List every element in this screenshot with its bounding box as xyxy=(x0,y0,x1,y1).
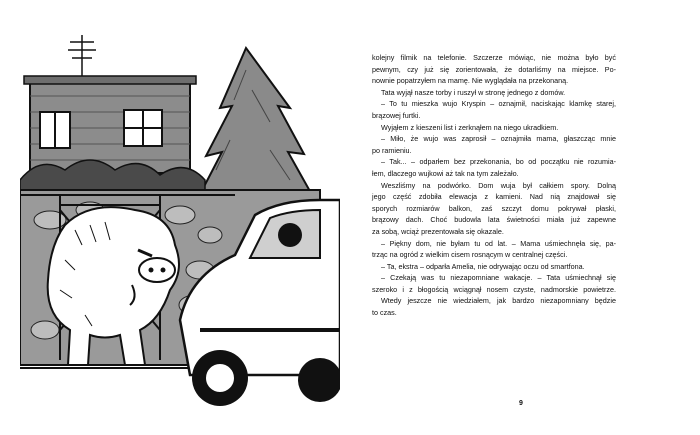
text-line: łem, dlaczego wujkowi aż tak na tym zależało. xyxy=(372,168,519,178)
text-line: brązowy dach. Choć budowla lata świetności miała już zapewne xyxy=(372,215,616,225)
text-line: to czas. xyxy=(372,308,397,318)
text-line: – Ta, ekstra – odparła Amelia, nie odrywając oczu od smartfona. xyxy=(381,261,585,271)
antenna xyxy=(68,35,96,80)
text-line: sporych rozmiarów balkon, zaś szczyt domu pokrywał płaski, xyxy=(372,203,616,213)
text-line: – Miło, że wujo was zaprosił – oznajmiła mama, głaszcząc mnie xyxy=(381,134,616,144)
text-line: Wyjąłem z kieszeni list i zerknąłem na niego ukradkiem. xyxy=(381,122,559,132)
text-column xyxy=(372,52,616,319)
text-line: – Piękny dom, nie byłam tu od lat. – Mama uśmiechnęła się, pa- xyxy=(381,238,616,248)
text-line: jego część zdobiła elewacja z kamieni. Nad nią znajdował się xyxy=(372,192,616,202)
page-number: 9 xyxy=(519,400,523,407)
text-line: – Tak... – odparłem bez przekonania, bo od początku nie rozumia- xyxy=(381,157,616,167)
text-line: pewnym, czy już się zorientowała, że dotarliśmy na miejsce. Po- xyxy=(372,64,616,74)
text-line: kolejny filmik na telefonie. Szczerze mówiąc, nie można było być xyxy=(372,53,616,62)
text-line: po ramieniu. xyxy=(372,145,412,155)
text-line: za sobą, wciąż prezentowała się okazale. xyxy=(372,226,504,236)
house xyxy=(24,76,196,173)
text-line: trząc na ogród z wielkim cisem rosnącym w centralnej części. xyxy=(372,250,568,260)
text-line: brązowej furtki. xyxy=(372,110,421,120)
text-line: – Czekają was tu niezapomniane wakacje. – Tata uśmiechnął się xyxy=(381,273,616,283)
illustration xyxy=(20,30,340,410)
text-line: nownie popatrzyłem na mamę. Nie wyglądała na przekonaną. xyxy=(372,76,569,86)
text-line: Tata wyjął nasze torby i ruszył w stronę jednego z domów. xyxy=(381,87,566,97)
text-line: Weszliśmy na podwórko. Dom wuja był całkiem spory. Dolną xyxy=(381,180,616,190)
text-line: – To tu mieszka wujo Kryspin – oznajmił, naciskając klamkę starej, xyxy=(381,99,616,109)
pine-tree xyxy=(196,48,316,202)
text-line: szeroko i z błogością wciągnął nosem czyste, nadmorskie powietrze. xyxy=(372,284,616,294)
text-line: Wtedy jeszcze nie wiedziałem, jak bardzo niezapomniany będzie xyxy=(381,296,616,306)
